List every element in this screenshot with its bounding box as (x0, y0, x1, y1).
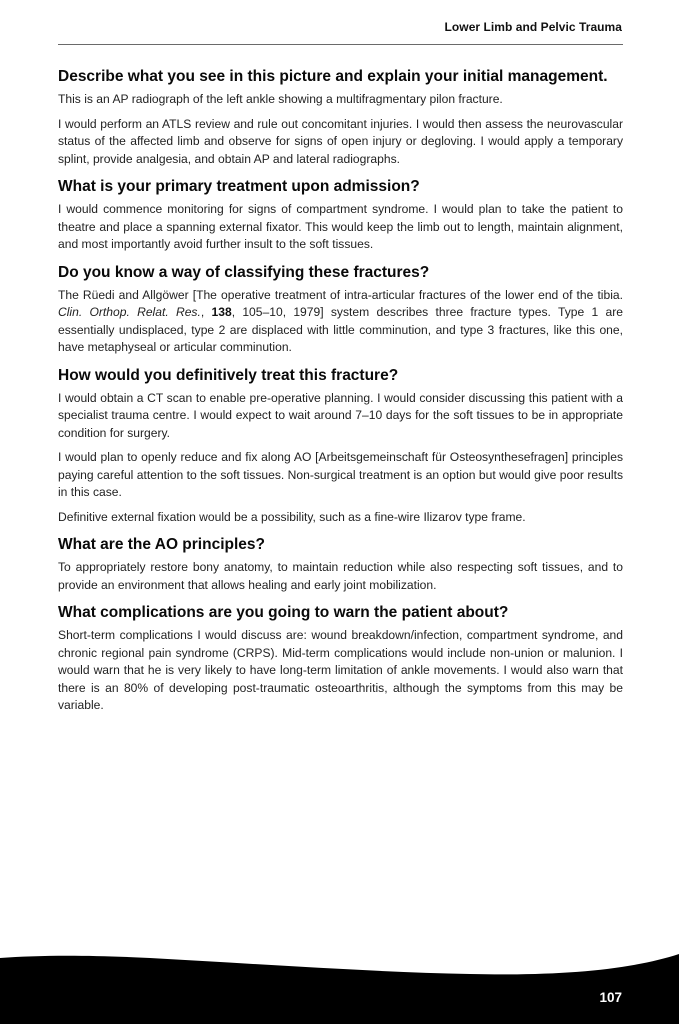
footer-wave-shape (0, 954, 679, 1024)
footer-wave-band (0, 940, 679, 1024)
question-heading: How would you definitively treat this fracture? (58, 366, 399, 384)
citation-journal: Clin. Orthop. Relat. Res. (58, 305, 201, 319)
section-definitive-treatment (58, 365, 623, 527)
answer-paragraph: Short-term complications I would discuss are: wound breakdown/infection, compartment syndrome, and chronic regional pain syndrome (CRPS). Mid-term complications would include non-union or malunion. I would warn that he is very likely to have long-term limitation of ankle movements. I would also warn that there is an 80% of developing post-traumatic osteoarthritis, although the symptoms from this may be variable. (58, 628, 623, 712)
citation-text-before: The Rüedi and Allgöwer [The operative treatment of intra-articular fractures of the lower end of the tibia. (58, 287, 623, 302)
question-heading: What complications are you going to warn the patient about? (58, 604, 509, 621)
page-number: 107 (599, 990, 622, 1005)
running-head: Lower Limb and Pelvic Trauma (444, 20, 622, 34)
question-heading: What is your primary treatment upon admission? (58, 178, 420, 195)
header-rule (58, 44, 623, 45)
answer-paragraph: I would perform an ATLS review and rule out concomitant injuries. I would then assess the neurovascular status of the affected limb and observe for signs of open injury or degloving. I would apply a temporary splint, provide analgesia, and obtain AP and lateral radiographs. (58, 116, 623, 166)
answer-paragraph: I would plan to openly reduce and fix along AO [Arbeitsgemeinschaft für Osteosynthesefragen] principles paying careful attention to the soft tissues. Non-surgical treatment is an option but would give poor results in this case. (58, 450, 623, 499)
answer-paragraph: This is an AP radiograph of the left ankle showing a multifragmentary pilon fracture. (58, 92, 503, 106)
page-body (58, 66, 623, 722)
section-initial-management (58, 66, 623, 168)
answer-paragraph: Definitive external fixation would be a possibility, such as a fine-wire Ilizarov type frame. (58, 509, 526, 524)
citation-volume: 138 (211, 305, 232, 319)
question-heading: What are the AO principles? (58, 536, 265, 553)
question-heading: Describe what you see in this picture and explain your initial management. (58, 68, 608, 85)
answer-paragraph-citation (58, 287, 623, 357)
citation-text-after: , 105–10, 1979] system describes three fracture types. Type 1 are essentially undisplaced, type 2 are displaced with little comminution, and type 3 fractures, like this one, have metaphyseal or articular comminution. (58, 305, 623, 354)
section-classification (58, 262, 623, 357)
answer-paragraph: I would obtain a CT scan to enable pre-operative planning. I would consider discussing this patient with a specialist trauma centre. I would expect to wait around 7–10 days for the soft tissues to be in appropriate condition for surgery. (58, 390, 623, 440)
answer-paragraph: I would commence monitoring for signs of compartment syndrome. I would plan to take the patient to theatre and place a spanning external fixator. This would keep the limb out to length, maintain alignment, and most importantly avoid further insult to the soft tissues. (58, 202, 623, 251)
section-complications (58, 602, 623, 715)
section-primary-treatment (58, 176, 623, 254)
citation-separator: , (200, 305, 212, 319)
section-ao-principles (58, 534, 623, 594)
question-heading: Do you know a way of classifying these fractures? (58, 263, 430, 281)
answer-paragraph: To appropriately restore bony anatomy, to maintain reduction while also respecting soft tissues, and to provide an environment that allows healing and early joint mobilization. (58, 560, 623, 592)
